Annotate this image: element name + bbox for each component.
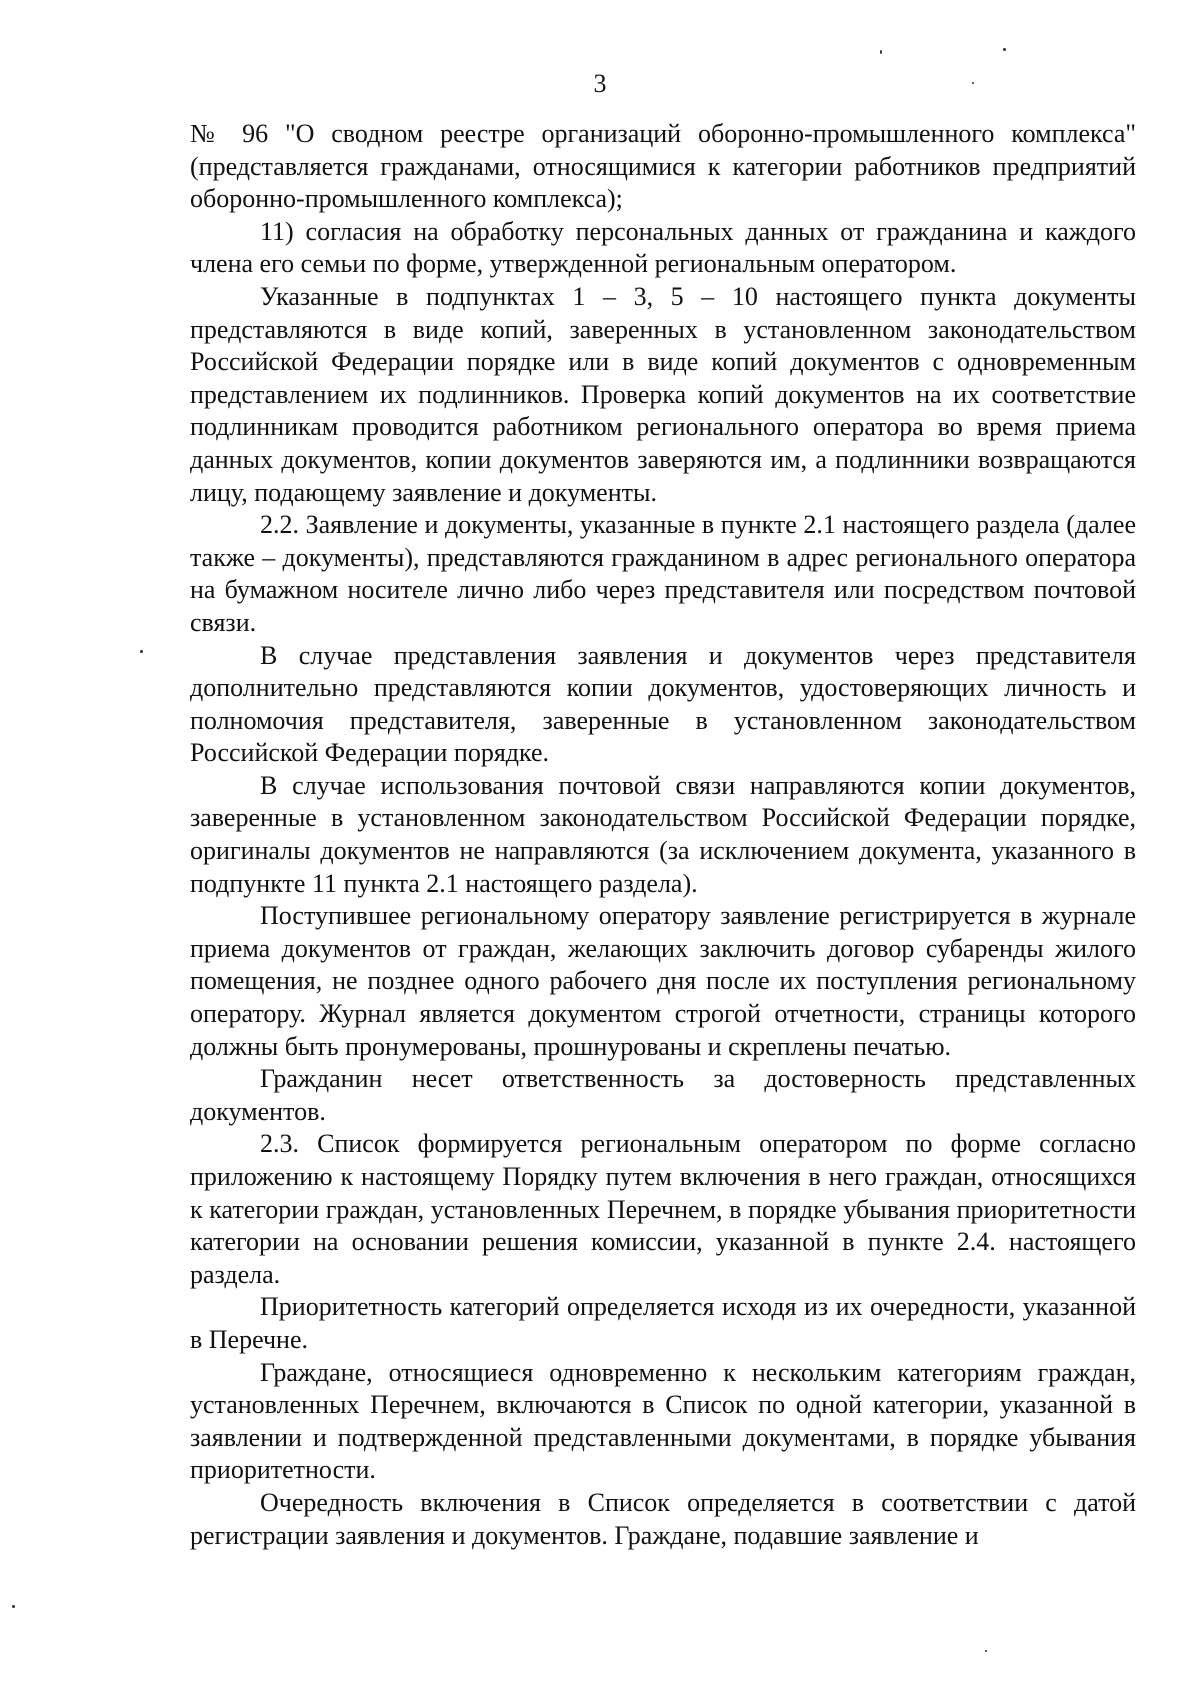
scan-speck <box>140 650 143 653</box>
paragraph: Приоритетность категорий определяется исходя из их очередности, указанной в Перечне. <box>190 1292 1136 1354</box>
scan-speck <box>880 50 882 54</box>
paragraph: В случае использования почтовой связи направляются копии документов, заверенные в установленном законодательством Российской Федерации порядке, оригиналы документов не направляются (за исключением документа, указанного в подпункте 11 пункта 2.1 настоящего раздела). <box>190 770 1136 898</box>
paragraph: Граждане, относящиеся одновременно к нескольким категориям граждан, установленных Перечнем, включаются в Список по одной категории, указанной в заявлении и подтвержденной представленными документами, в порядке убывания приоритетности. <box>190 1357 1136 1485</box>
paragraph: 2.2. Заявление и документы, указанные в пункте 2.1 настоящего раздела (далее также – документы), представляются гражданином в адрес регионального оператора на бумажном носителе лично либо через представителя или посредством почтовой связи. <box>190 510 1136 637</box>
paragraph: 11) согласия на обработку персональных данных от гражданина и каждого члена его семьи по форме, утвержденной региональным оператором. <box>190 216 1136 279</box>
paragraph: Указанные в подпунктах 1 – 3, 5 – 10 настоящего пункта документы представляются в виде копий, заверенных в установленном законодательством Российской Федерации порядке или в виде копий документов с одновременным представлением их подлинников. Проверка копий документов на их соответствие подлинникам проводится работником регионального оператора во время приема данных документов, копии документов заверяются им, а подлинники возвращаются лицу, подающему заявление и документы. <box>190 281 1136 507</box>
paragraph: Очередность включения в Список определяется в соответствии с датой регистрации заявления и документов. Граждане, подавшие заявление и <box>190 1487 1136 1550</box>
paragraph: № 96 "О сводном реестре организаций оборонно-промышленного комплекса" (представляется гражданами, относящимися к категории работников предприятий оборонно-промышленного комплекса); <box>190 119 1136 214</box>
document-body <box>190 118 1136 1552</box>
page-number: 3 <box>593 69 607 98</box>
scan-speck <box>972 82 974 84</box>
paragraph: В случае представления заявления и документов через представителя дополнительно представляются копии документов, удостоверяющих личность и полномочия представителя, заверенные в установленном законодательством Российской Федерации порядке. <box>190 640 1136 768</box>
paragraph: Гражданин несет ответственность за достоверность представленных документов. <box>190 1064 1136 1126</box>
scan-speck <box>1003 48 1006 51</box>
scan-speck <box>985 1650 987 1652</box>
paragraph: Поступившее региональному оператору заявление регистрируется в журнале приема документов от граждан, желающих заключить договор субаренды жилого помещения, не позднее одного рабочего дня после их поступления региональному оператору. Журнал является документом строгой отчетности, страницы которого должны быть пронумерованы, прошнурованы и скреплены печатью. <box>190 901 1136 1061</box>
scan-speck <box>12 1605 15 1608</box>
paragraph: 2.3. Список формируется региональным оператором по форме согласно приложению к настоящему Порядку путем включения в него граждан, относящихся к категории граждан, установленных Перечнем, в порядке убывания приоритетности категории на основании решения комиссии, указанной в пункте 2.4. настоящего раздела. <box>190 1129 1136 1289</box>
